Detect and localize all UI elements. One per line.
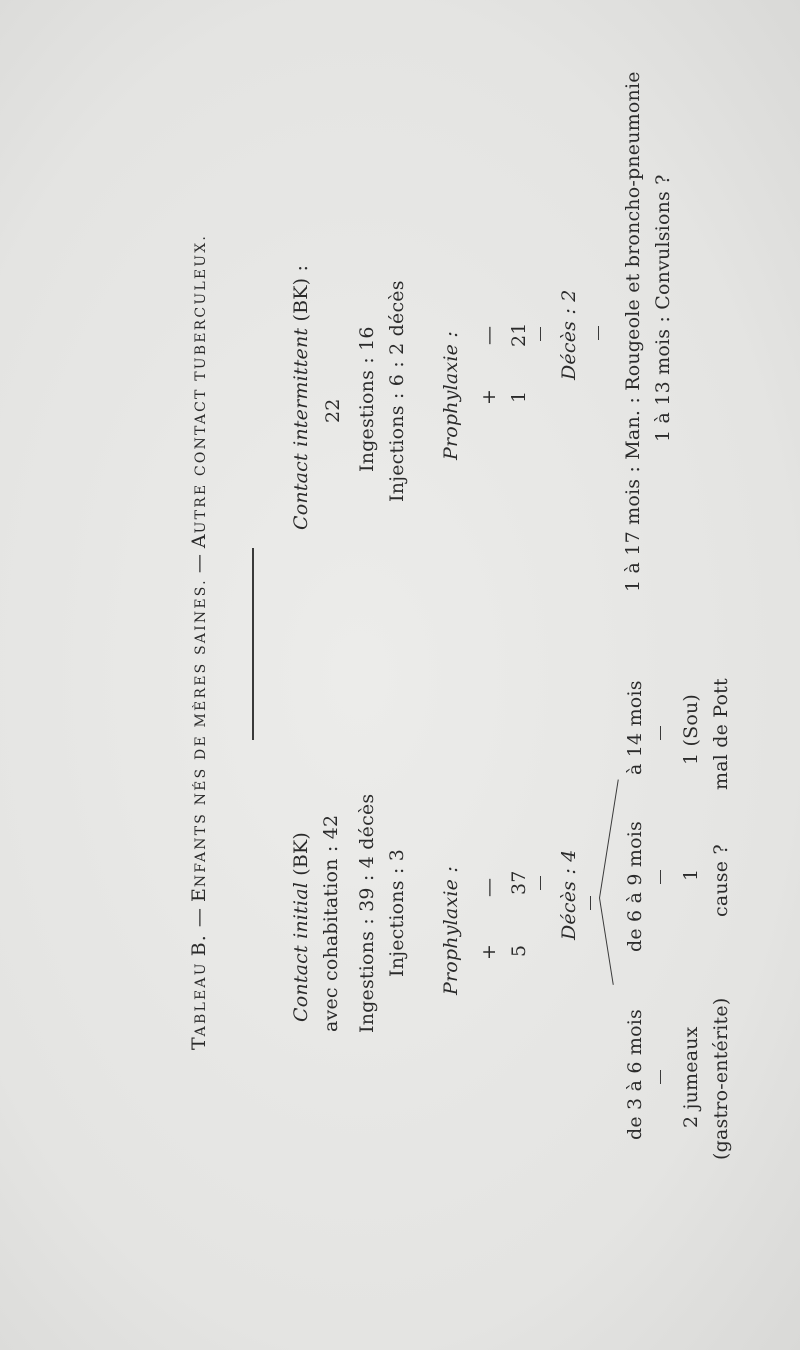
branch-1-cause: (gastro-entérite) xyxy=(710,997,732,1160)
left-branch-right xyxy=(599,779,619,898)
left-deces: Décès : 4 xyxy=(558,849,580,940)
right-total: 22 xyxy=(322,398,344,423)
right-minus-value: 21 xyxy=(508,322,530,347)
left-minus-value: 37 xyxy=(508,870,530,895)
right-line-1: 1 à 17 mois : Man. : Rougeole et broncho-pneumonie xyxy=(622,71,644,592)
right-minus-sign: — xyxy=(478,325,500,345)
left-connector-2 xyxy=(590,896,591,910)
right-heading: Contact intermittent (BK) : xyxy=(290,264,312,530)
branch-2-cause: cause ? xyxy=(710,844,732,917)
right-ingestions: Ingestions : 16 xyxy=(356,326,378,472)
right-plus-value: 1 xyxy=(508,390,530,403)
left-prophylaxie: Prophylaxie : xyxy=(440,866,462,995)
left-heading: Contact initial (BK) xyxy=(290,831,312,1022)
left-plus-sign: + xyxy=(478,943,500,960)
left-injections: Injections : 3 xyxy=(386,848,408,977)
right-plus-sign: + xyxy=(478,388,500,405)
left-branch-left xyxy=(599,898,614,985)
right-connector-2 xyxy=(598,326,599,340)
branch-2-count: 1 xyxy=(680,868,702,881)
branch-3-cause: mal de Pott xyxy=(710,678,732,790)
branch-2-age: de 6 à 9 mois xyxy=(624,821,646,952)
left-ingestions: Ingestions : 39 : 4 décès xyxy=(356,793,378,1033)
right-connector-1 xyxy=(540,327,541,341)
left-cohabitation: avec cohabitation : 42 xyxy=(320,814,342,1032)
branch-1-count: 2 jumeaux xyxy=(680,1026,702,1128)
left-minus-sign: — xyxy=(478,877,500,897)
branch-3-connector xyxy=(660,726,661,740)
right-injections: Injections : 6 : 2 décès xyxy=(386,280,408,502)
branch-2-connector xyxy=(660,870,661,884)
branch-1-connector xyxy=(660,1070,661,1084)
branch-3-age: à 14 mois xyxy=(624,680,646,775)
left-connector-1 xyxy=(540,876,541,890)
title-separator xyxy=(252,548,254,740)
left-plus-value: 5 xyxy=(508,944,530,957)
right-line-2: 1 à 13 mois : Convulsions ? xyxy=(652,174,674,442)
branch-1-age: de 3 à 6 mois xyxy=(624,1009,646,1140)
right-prophylaxie: Prophylaxie : xyxy=(440,331,462,460)
table-title: TABLEAU B. — ENFANTS NÉS DE MÈRES SAINES. — AUTRE CONTACT TUBERCULEUX. xyxy=(188,233,210,1050)
branch-3-count: 1 (Sou) xyxy=(680,693,702,765)
right-deces: Décès : 2 xyxy=(558,289,580,380)
